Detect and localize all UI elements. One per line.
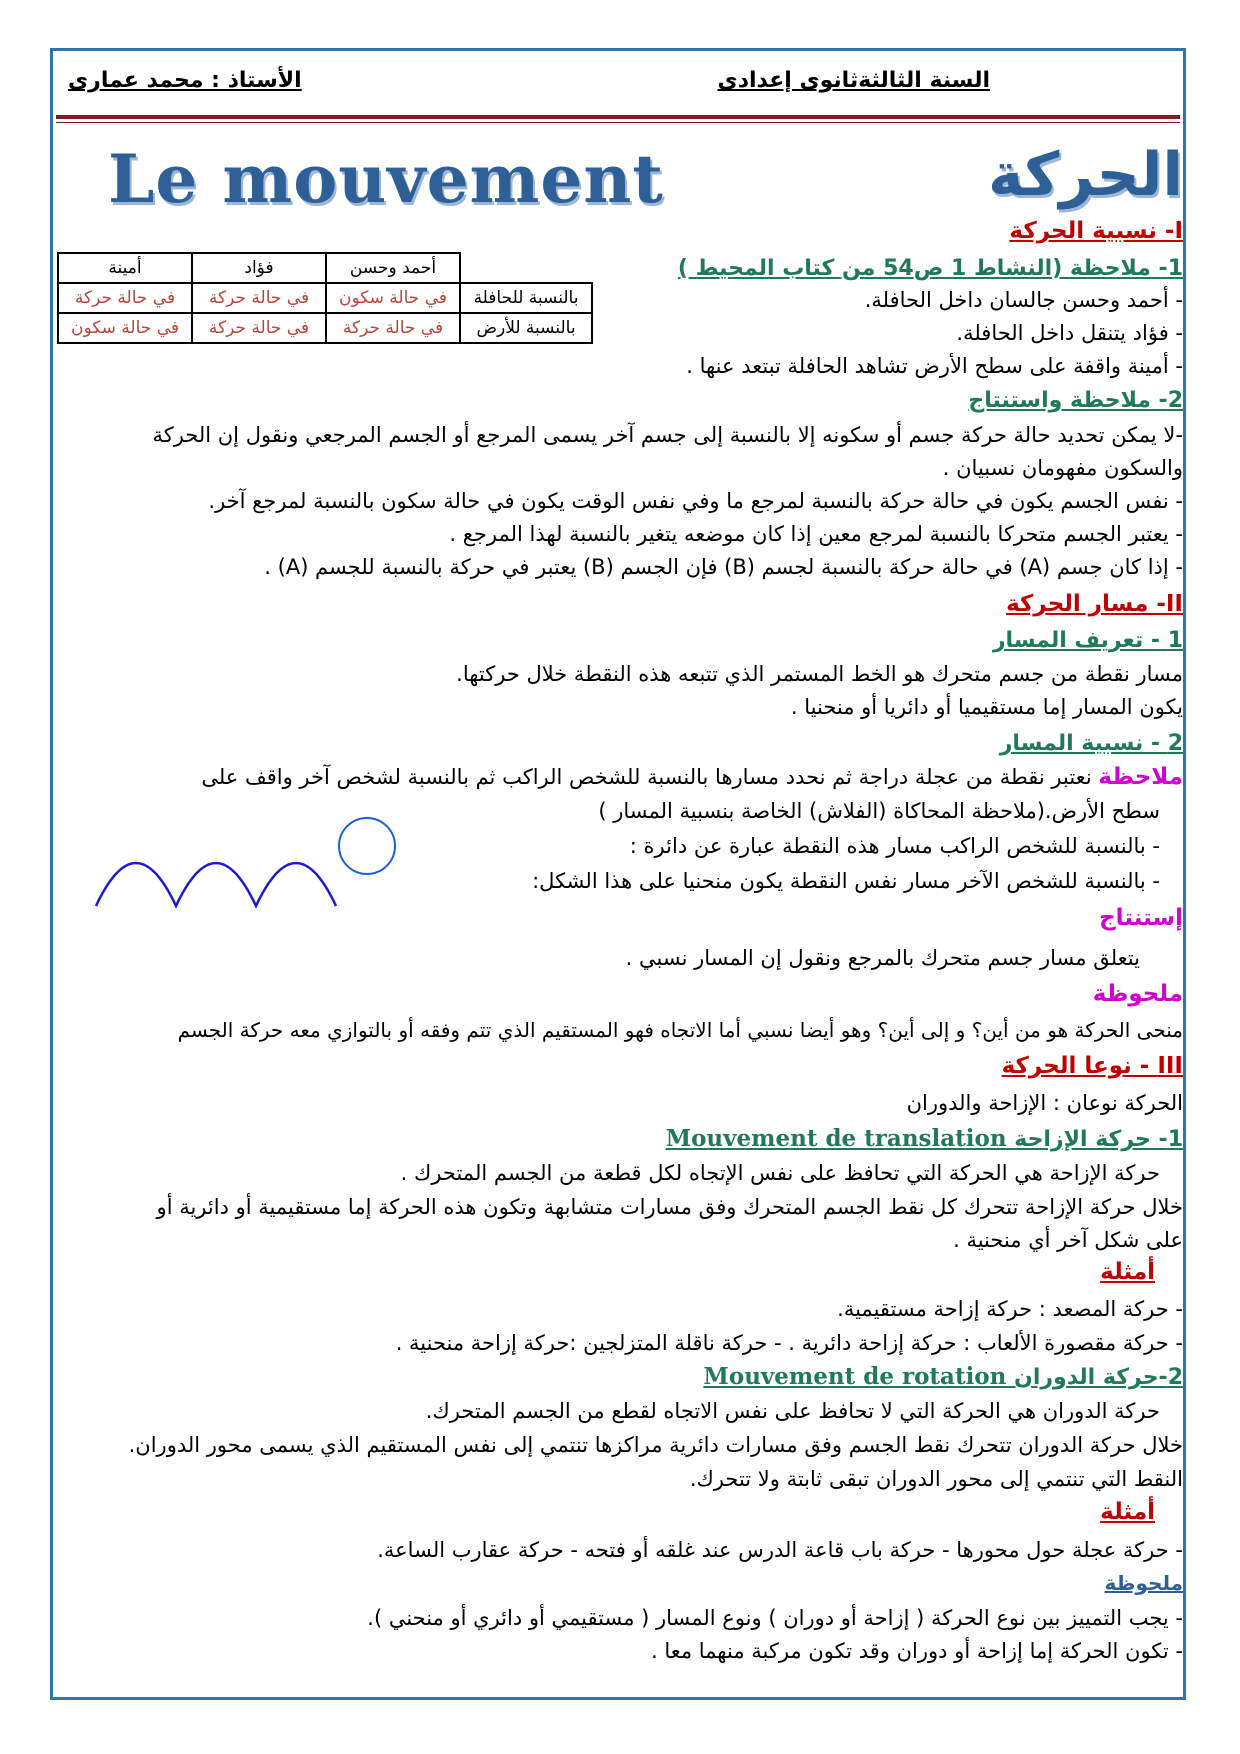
translation-heading-fr: Mouvement de translation xyxy=(665,1125,1007,1152)
teacher-name: الأستاذ : محمد عمارى xyxy=(68,68,302,93)
final-note-line: - يجب التمييز بين نوع الحركة ( إزاحة أو دوران ) ونوع المسار ( مستقيمي أو دائري أو منحني ). xyxy=(367,1606,1183,1630)
table-header: فؤاد xyxy=(192,253,326,283)
table-header: أمينة xyxy=(58,253,192,283)
definition-line: مسار نقطة من جسم متحرك هو الخط المستمر الذي تتبعه هذه النقطة خلال حركتها. xyxy=(456,662,1183,686)
table-cell: في حالة سكون xyxy=(58,313,192,343)
translation-heading-ar: 1- حركة الإزاحة xyxy=(1014,1127,1183,1152)
note-label: ملاحظة xyxy=(1098,764,1183,790)
header-divider xyxy=(56,115,1180,119)
conclusion-line: والسكون مفهومان نسبيان . xyxy=(942,456,1183,480)
types-intro: الحركة نوعان : الإزاحة والدوران xyxy=(906,1091,1183,1115)
definition-line: يكون المسار إما مستقيميا أو دائريا أو منحنيا . xyxy=(790,695,1183,719)
examples-label: أمثلة xyxy=(1100,1259,1155,1285)
table-cell: في حالة حركة xyxy=(58,283,192,313)
row-label: بالنسبة للحافلة xyxy=(460,283,592,313)
header-divider-thin xyxy=(56,122,1180,123)
conclusion-line: - إذا كان جسم (A) في حالة حركة بالنسبة لجسم (B) فإن الجسم (B) يعتبر في حركة بالنسبة للجسم (A) . xyxy=(264,555,1183,579)
remark-label: ملحوظة xyxy=(1092,981,1183,1007)
motion-table xyxy=(57,252,593,344)
title-arabic: الحركة xyxy=(988,140,1183,210)
example-line: - حركة عجلة حول محورها - حركة باب قاعة الدرس عند غلقه أو فتحه - حركة عقارب الساعة. xyxy=(377,1538,1183,1562)
bullet-line: - بالنسبة للشخص الراكب مسار هذه النقطة عبارة عن دائرة : xyxy=(629,834,1160,858)
rotation-line: خلال حركة الدوران تتحرك نقط الجسم وفق مسارات دائرية مراكزها تنتمي إلى نفس المستقيم الذي يسمى محور الدوران. xyxy=(128,1433,1183,1457)
note-text: نعتبر نقطة من عجلة دراجة ثم نحدد مسارها بالنسبة للشخص الراكب ثم بالنسبة لشخص آخر واقف على xyxy=(201,765,1092,789)
rotation-heading-ar: 2-حركة الدوران xyxy=(1014,1365,1183,1390)
section-2-heading: II- مسار الحركة xyxy=(1006,591,1183,617)
conclusion-line: - نفس الجسم يكون في حالة حركة بالنسبة لمرجع ما وفي نفس الوقت يكون في حالة سكون بالنسبة لمرجع آخر. xyxy=(208,489,1183,513)
table-cell: في حالة سكون xyxy=(326,283,460,313)
observation-line: - أمينة واقفة على سطح الأرض تشاهد الحافلة تبتعد عنها . xyxy=(686,354,1183,378)
trajectory-figure xyxy=(80,728,400,908)
examples-label: أمثلة xyxy=(1100,1499,1155,1525)
conclusion-label: إستنتاج xyxy=(1099,905,1183,931)
section-3-heading: III - نوعا الحركة xyxy=(1001,1053,1183,1079)
observation-2-heading: 2- ملاحظة واستنتاج xyxy=(968,388,1183,413)
example-line: - حركة مقصورة الألعاب : حركة إزاحة دائرية . - حركة ناقلة المتزلجين :حركة إزاحة منحنية . xyxy=(395,1331,1183,1355)
table-corner xyxy=(460,253,592,283)
cycloid-path xyxy=(96,863,336,906)
table-row xyxy=(58,283,592,313)
translation-heading xyxy=(666,1125,1183,1153)
rotation-line: حركة الدوران هي الحركة التي لا تحافظ على نفس الاتجاه لقطع من الجسم المتحرك. xyxy=(425,1399,1160,1423)
circular-path xyxy=(339,818,395,874)
title-french: Le mouvement xyxy=(108,140,664,218)
translation-line: خلال حركة الإزاحة تتحرك كل نقط الجسم المتحرك وفق مسارات متشابهة وتكون هذه الحركة إما مستقيمية أو دائرية أو xyxy=(156,1195,1183,1219)
final-note-label: ملحوظة xyxy=(1104,1571,1183,1595)
rotation-heading-fr: Mouvement de rotation xyxy=(703,1363,1007,1390)
section-1-heading: I- نسبية الحركة xyxy=(1009,218,1183,244)
bullet-line: - بالنسبة للشخص الآخر مسار نفس النقطة يكون منحنيا على هذا الشكل: xyxy=(532,869,1160,893)
remark-text: منحى الحركة هو من أين؟ و إلى أين؟ وهو أيضا نسبي أما الاتجاه فهو المستقيم الذي تتم وفقه أو بالتوازي معه حركة الجسم xyxy=(177,1018,1183,1042)
translation-line: حركة الإزاحة هي الحركة التي تحافظ على نفس الإتجاه لكل قطعة من الجسم المتحرك . xyxy=(400,1161,1160,1185)
observation-line: - فؤاد يتنقل داخل الحافلة. xyxy=(956,321,1183,345)
final-note-line: - تكون الحركة إما إزاحة أو دوران وقد تكون مركبة منهما معا . xyxy=(650,1639,1183,1663)
conclusion-line: -لا يمكن تحديد حالة حركة جسم أو سكونه إلا بالنسبة إلى جسم آخر يسمى المرجع أو الجسم المرجعي ونقول إن الحركة xyxy=(152,423,1183,447)
table-header-row xyxy=(58,253,592,283)
row-label: بالنسبة للأرض xyxy=(460,313,592,343)
relativity-heading: 2 - نسبية المسار xyxy=(999,731,1183,756)
rotation-line: النقط التي تنتمي إلى محور الدوران تبقى ثابتة ولا تتحرك. xyxy=(689,1467,1183,1491)
table-row xyxy=(58,313,592,343)
observation-line: - أحمد وحسن جالسان داخل الحافلة. xyxy=(864,288,1183,312)
note-line: سطح الأرض.(ملاحظة المحاكاة (الفلاش) الخاصة بنسبية المسار ) xyxy=(598,799,1160,823)
conclusion-text: يتعلق مسار جسم متحرك بالمرجع ونقول إن المسار نسبي . xyxy=(625,946,1140,970)
observation-1-heading: 1- ملاحظة (النشاط 1 ص54 من كتاب المحيط ) xyxy=(677,256,1183,281)
table-cell: في حالة حركة xyxy=(192,283,326,313)
conclusion-line: - يعتبر الجسم متحركا بالنسبة لمرجع معين إذا كان موضعه يتغير بالنسبة لهذا المرجع . xyxy=(449,522,1183,546)
translation-line: على شكل آخر أي منحنية . xyxy=(953,1228,1183,1252)
rotation-heading xyxy=(703,1363,1183,1391)
definition-heading: 1 - تعريف المسار xyxy=(992,628,1183,653)
example-line: - حركة المصعد : حركة إزاحة مستقيمية. xyxy=(837,1297,1183,1321)
table-cell: في حالة حركة xyxy=(326,313,460,343)
table-cell: في حالة حركة xyxy=(192,313,326,343)
class-level: السنة الثالثةثانوى إعدادى xyxy=(717,68,990,93)
table-header: أحمد وحسن xyxy=(326,253,460,283)
